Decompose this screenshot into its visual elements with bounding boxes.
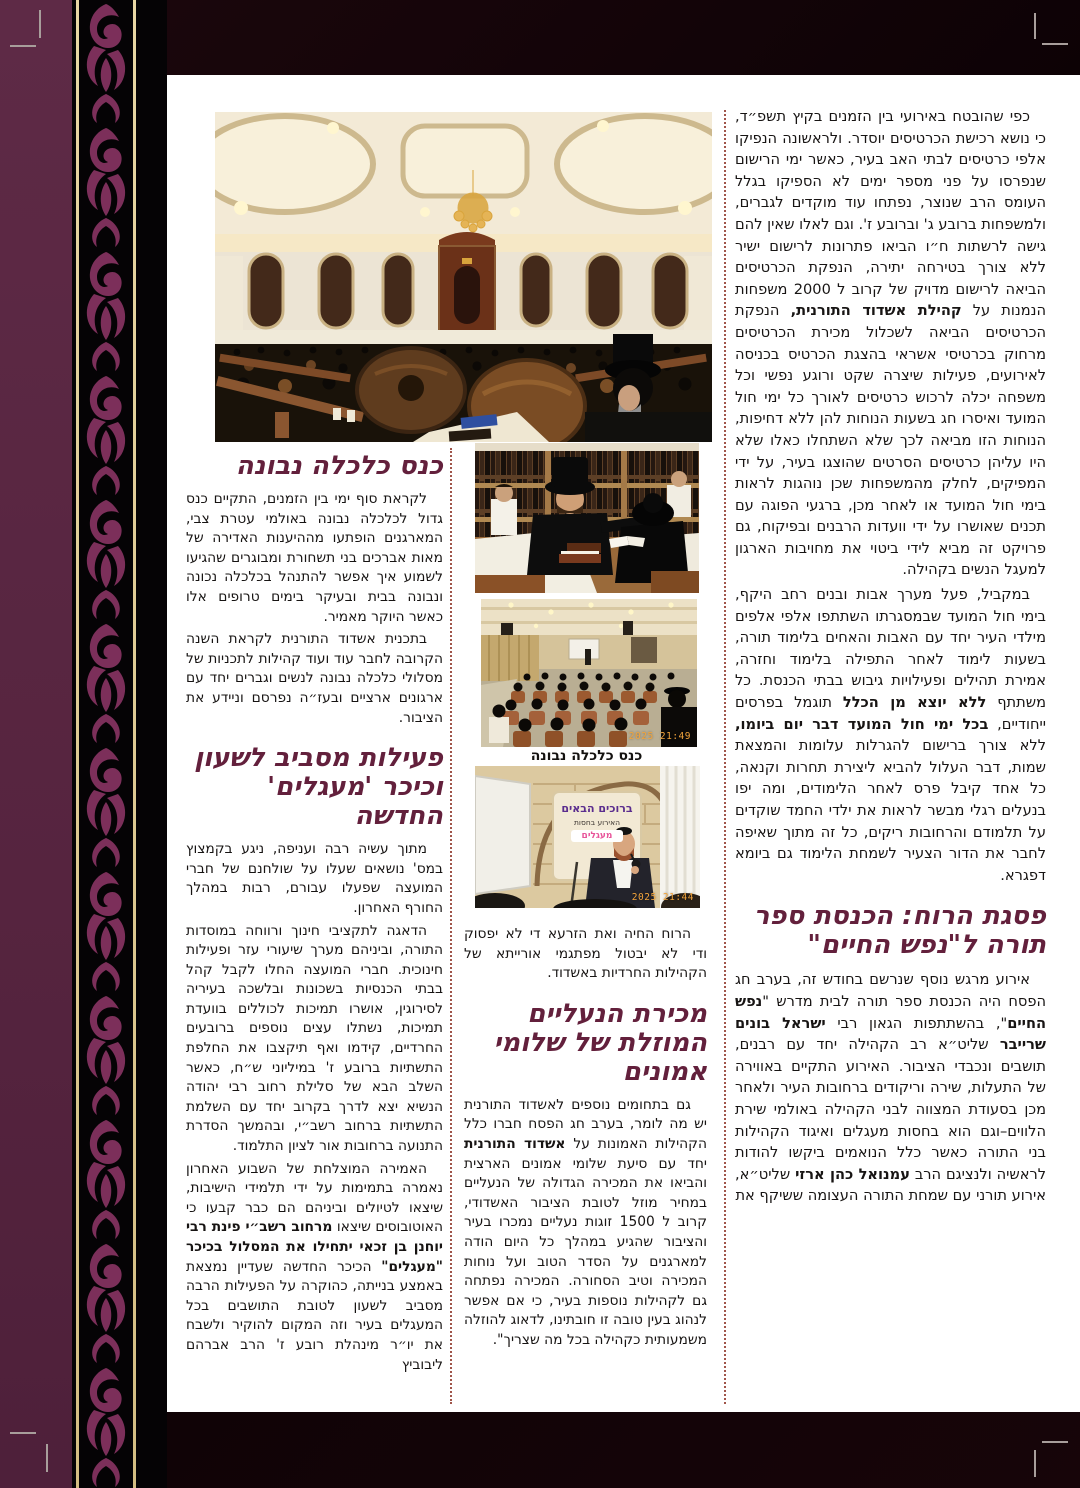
speaker-photo — [475, 766, 700, 908]
paragraph: גם בתחומים נוספים לאשדוד התורנית יש מה לומר, בערב חג הפסח חברו כלל הקהילות האמונות על אשדוד התורנית יחד עם סיעת שלומי אמונים הארצית והביאו את המכירה הגדולה של הנעליים במחיר מוזל לטובת הציבור האשדודי, קרוב ל 1500 זוגות נעליים נמכרו בעיר והציבור שהגיע במהלך כל היום הודה למארגנים על הסדר הטוב ועל נוחות המכירה וטיב הסחורה. המכירה נפתחה גם לקהילות נוספות בעיר, כי אם אפשר לנהוג בעין טובה זו חובתינו, לדאוג להוזלה משמעותית כקהילה בכל מה שצריך". — [464, 1096, 707, 1348]
study-hall-photo — [475, 443, 699, 593]
newsletter-page — [167, 75, 1080, 1412]
photo-timestamp: 2025 21:49 — [628, 731, 691, 742]
paragraph: אירוע מרגש נוסף שנרשם בחודש זה, בערב חג הפסח היה הכנסת ספר תורה לבית מדרש "נפש החיים", בהשתתפות הגאון רבי ישראל בונים שרייבר שליט״א רב הקהילה יחד עם רבנים, תושבים ונכבדי הציבור. האירוע התקיים באווירה של התעלות, שירה וריקודים ברחובות העיר ולאחר מכן בסעודת המצווה לבני הקהילה באולמי שירת הלווים–וגם הוא בחסות מעגלים ואיגוד הקהילות בני התורה כאשר כלל הנואמים ביקשו להודות לראשיה ולנציגם הרב עמנואל כהן ארזי שליט״א, אירוע תורני עם שמחת התורה העצומה ששיקף את — [735, 971, 1046, 1205]
section-heading-activity: פעילות מסביב לשעון וכיכר 'מעגלים' החדשה — [194, 743, 443, 832]
crop-mark-tl-h — [10, 45, 36, 47]
crop-mark-br-v — [1034, 1450, 1036, 1477]
paragraph: הרוח החיה ואת הזרעא די לא יפסוק ודי לא יבטול מפתגמי אורייתא של הקהילות החרדיות באשדוד. — [464, 926, 707, 982]
column-separator-right — [724, 110, 726, 1404]
paragraph: כפי שהובטח באירועי בין הזמנים בקיץ תשפ״ד, כי נושא רכישת הכרטיסים יוסדר. ולראשונה הנפיקו אלפי כרטיסים לבתי האב בעיר, כאשר ימי הרישום שנפרסו על פני מספר ימים לא הספיקו בגלל העומס הרב שנוצר, נפתחו עוד מוקדים לגברים, ולמשפחות ברובע ג' וברובע ז'. וגם לאלו שאין להם גישה לרשתות ח״ו הביאו פתרונות לרישום ישיר ללא צורך בטירחה יתירה, הנפקת הכרטיסים הביאה לרישום מדויק של קרוב ל 2000 משפחות הנמנות על קהילת אשדוד התורנית, הנפקת הכרטיסים הביאה לשכלול מכירת הכרטיסים מרחוק בכרטיסי אשראי בהצגת הכרטיס בכניסה לאירועים, פעילות שיצרה שקט ורוגע נפשי וכל משפחה יכלה לרכוש כרטיסים לאורך כל ימי חול המועד ואיסרו חג בשעות הנוחות להן ללא דחיפות, הנוחות הזו מביאה לכך שלא השתחלו כאלו שלא היו עליהן כרטיסים הסרטים שהוצגו בעיר, על ידי המפיקים, לחלק מהמשפחות שכן נוהגות לראות בימי חול המועד או לאחר מכן, ברגעי הפוגה עם תכנים שאושרו על ידי וועדות הרבנים ובפיקוח, גם פרויקט זה מביא לידי ביטוי את מחויבות הארגון למעגל הנשים בקהילה. — [735, 108, 1047, 579]
damask-ornament-border — [80, 0, 132, 1488]
conference-photo — [481, 599, 697, 747]
section-heading-economy: כנס כלכלה נבונה — [235, 451, 443, 481]
crop-mark-tl-v — [39, 10, 41, 38]
paragraph: האמירה המוצלחת של השבוע האחרון נאמרה בתמימות על ידי תלמידי הישיבות, שיצאו לטיולים וביניהם הם כבר קבעו כי האוטובוסים שיצאו מרחוב רשב״י פינת רבי יוחנן בן זכאי יתחילו את המסלול בכיכר "מעגלים" הכיכר החדשה שעדיין נמצאת באמצע בנייתה, כהוקרה על הפעילות הרבה מסביב לשעון לטובת התושבים בכל המעגלים בעיר וזה המקום להוקיר ולשבח את יו״ר מינהלת רובע ז' הרב אברהם ליבוביץ — [186, 1160, 443, 1373]
photo-caption: כנס כלכלה נבונה — [530, 748, 643, 764]
paragraph: מתוך עשיה רבה ועניפה, ניגע בקמצוץ במס' נושאים שעלו על שולחנם של חברי המועצה שפעלו עבורם, רבות במהלך החורף האחרון. — [186, 841, 443, 916]
synagogue-hall-photo — [215, 112, 712, 442]
maagalim-logo: מעגלים — [571, 830, 623, 842]
crop-mark-tr-h — [1042, 43, 1068, 45]
crop-mark-bl-h — [10, 1432, 36, 1434]
section-heading-torah-scroll: פסגת הרוח: הכנסת ספר תורה ל"נפש החיים" — [753, 901, 1046, 961]
paragraph: הדאגה לתקציבי חינוך ורווחה במוסדות התורה, וביניהם מערך שיעורי עזר ופעילות חינוכית. חברי המועצה החלו לקבל קהל בבתי הכנסיות בשכונות ובלשכה בעיריה לסירוגין, אושרו תמיכות לכוללים בוועדת תמיכות, נשתלו עצים נוספים ברובעים החרדיים, קידמו ואף תיקצבו את החלפת התשתיות ברובע ז' במיליוני ש״ח, כאשר השלב הבא של סלילת רחוב רבי יהודה הנשיא יצא לדרך בקרוב יחד עם השלמת התשתיות ברחוב רשב״י, ובהמשך הסדרת התנועה ברחובות אור לציון התלמוד. — [186, 922, 443, 1155]
sign-sponsor-text: האירוע בחסות — [573, 818, 621, 827]
crop-mark-bl-v — [46, 1444, 48, 1472]
left-column — [186, 452, 443, 1378]
column-separator-left — [450, 448, 452, 1404]
middle-column — [464, 925, 707, 1354]
section-heading-shoe-sale: מכירת הנעליים המוזלת של שלומי אמונים — [493, 998, 707, 1087]
plum-margin-strip — [0, 0, 72, 1488]
paragraph: בתכנית אשדוד התורנית לקראת השנה הקרובה לחבר עוד ועוד קהילות לתכניות של מסלולי כלכלה נבונה לנשים וגברים יחד עם ארגונים ארציים ובעז״ה נפרסם וניידע את הציבור. — [186, 631, 443, 726]
scroll-pattern-icon — [80, 0, 132, 1488]
photo-timestamp: 2025 21:44 — [631, 892, 694, 903]
gold-rule-right — [133, 0, 136, 1488]
crop-mark-br-h — [1042, 1441, 1068, 1443]
gold-rule-left — [76, 0, 79, 1488]
right-column — [735, 106, 1046, 1210]
paragraph: במקביל, פעל מערך אבות ובנים רחב היקף, בימי חול המועד שבמסגרתו השתתפו אלפי אלפים מילדי העיר יחד עם האבות והאחים בלימוד תורה, בשעות לימוד לאחר התפילה בלימוד וחזרה, אמירת תהילים ופעילויות גיבוש בבתי הכנסת. כל משתתף ללא יוצא מן הכלל תוגמל בפרסים ייחודיים, בכל ימי חול המועד דבר יום ביומו, ללא צורך ברישום להגרלות עלומות והמצאת שמות, דבר העלול להביא ליצירת תחרות וקנאה, כל אחד קיבל פרס לאחר הלימודים, ומה יפו בנעלים רגלי מבשר לראות את ילדי החמד שוקדים על תלמודם והרחובות ריקים, כל זה מתוך שאיפה לחבר את הדור הצעיר לשמחת הלימוד גם ביומא דפגרא. — [735, 586, 1047, 884]
paragraph: לקראת סוף ימי בין הזמנים, התקיים כנס גדול לכלכלה נבונה באולמי עטרת צבי, המארגנים הופתעו מההיענות האדירה של מאות אברכים בני תשחורת ומבוגרים שהגיעו לשמוע איך אפשר להתנהל בכלכלה נכונה ונבונה בבית ובעיקר בימים טרופים אלו כאשר היוקר מאמיר. — [186, 491, 443, 625]
sign-welcome-text: ברוכים הבאים — [561, 802, 633, 815]
crop-mark-tr-v — [1034, 13, 1036, 39]
